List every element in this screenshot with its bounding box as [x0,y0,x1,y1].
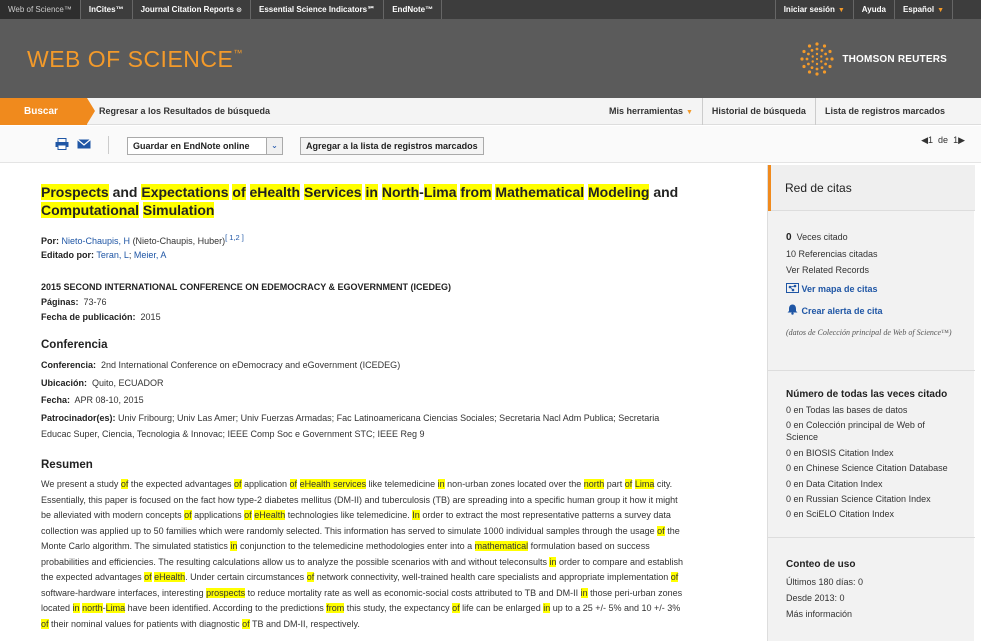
abstract-text-segment: have been identified. According to the predictions [125,603,327,613]
pubdate-value: 2015 [140,312,161,322]
login-menu[interactable] [775,0,854,19]
abstract-highlight: of [184,510,192,520]
times-cited-db-item: 0 en Russian Science Citation Index [786,494,931,504]
abstract-line [41,524,721,540]
record-main [41,183,731,219]
citation-map-link[interactable] [786,283,878,294]
abstract-text-segment: part [604,479,625,489]
title-highlight: from [460,184,492,200]
abstract-text-segment: - [102,603,106,613]
abstract-text-segment: order to extract the most representative patterns a survey data [419,510,671,520]
email-icon[interactable] [77,138,91,150]
abstract-highlight: in [580,587,588,598]
abstract-text-segment: technologies like telemedicine. [285,510,413,520]
all-times-cited-heading: Número de todas las veces citado [786,389,948,400]
usage-count-heading: Conteo de uso [786,559,856,570]
editor-link[interactable]: Meier, A [133,250,167,260]
title-highlight: Simulation [142,202,215,218]
wos-logo-text: WEB OF SCIENCE [27,46,234,72]
authors-row [41,233,244,246]
abstract-line [41,477,721,493]
abstract-text-segment: city. [654,479,673,489]
citation-network-title: Red de citas [785,181,852,195]
wos-logo-tm: ™ [233,48,243,58]
abstract-text-segment: their nominal values for patients with diagnostic [48,618,243,629]
author-link[interactable]: Nieto-Chaupis, H [61,236,131,246]
language-label: Español [902,5,935,14]
usage-180-days: Últimos 180 días: 0 [786,577,864,587]
abstract-highlight: in [543,603,551,613]
source-title: 2015 SECOND INTERNATIONAL CONFERENCE ON EDEMOCRACY & EGOVERNMENT (ICEDEG) [41,282,452,292]
title-highlight: Lima [423,184,457,200]
thomson-reuters-logo[interactable] [799,41,947,77]
author-full-name: (Nieto-Chaupis, Huber) [132,236,226,246]
conference-label: Conferencia: [41,360,97,370]
wos-logo[interactable] [27,46,243,73]
abstract-highlight: of [452,603,460,613]
abstract-text-segment: like telemedicine [366,479,438,489]
topbar-endnote-link[interactable]: EndNote™ [384,0,442,19]
abstract-highlight: north [583,479,605,489]
cited-references-link[interactable]: 10 Referencias citadas [786,249,878,259]
abstract-highlight: of [242,618,250,629]
pages-row [41,297,107,307]
help-link[interactable]: Ayuda [854,0,895,19]
abstract-highlight: of [306,572,315,582]
times-cited-db-item: 0 en Chinese Science Citation Database [786,463,948,473]
title-highlight: Computational [41,202,139,218]
abstract-text-segment: formulation based on success [528,541,650,551]
abstract-highlight: of [41,618,49,629]
page-of: de [938,135,949,145]
conference-heading: Conferencia [41,339,108,351]
citation-network-header [768,165,975,211]
abstract-highlight: of [144,572,152,582]
times-cited [786,232,848,243]
abstract-highlight: of [657,525,665,536]
abstract-text-segment: network connectivity, well-trained health care specialists and appropriate implementation [314,572,671,582]
page-total: 1 [953,135,959,145]
location-value: Quito, ECUADOR [92,378,164,388]
times-cited-db-item: 0 en Colección principal de Web of [786,420,925,430]
data-source-note: (datos de Colección principal de Web of Science™) [786,328,952,337]
accent-bar [768,165,771,211]
print-icon[interactable] [55,138,69,150]
page-current: 1 [928,135,934,145]
search-button[interactable]: Buscar [0,98,87,125]
abstract-highlight: in [230,541,238,551]
abstract-highlight: of [233,479,242,489]
abstract-highlight: of [624,479,633,489]
abstract-highlight: of [670,572,679,582]
abstract-highlight: mathematical [474,541,529,551]
abstract-text-segment: software-hardware interfaces, interesting [41,587,207,598]
abstract-highlight: eHealth [254,510,286,520]
abstract-text-segment: . Under certain circumstances [185,572,307,582]
abstract-text-segment: Monte Carlo algorithm. The simulated statistics [41,541,231,551]
abstract-line [41,493,721,509]
title-text [246,184,250,200]
abstract-text-segment: to reduce mortality rate as well as economic-social costs attributed to TB and DM-II [245,587,581,598]
title-highlight: Prospects [41,184,109,200]
title-text: and [108,184,142,200]
abstract-highlight: eHealth [154,572,186,582]
abstract-highlight: north [82,603,103,613]
sponsor-row-cont: Educac Super, Ciencia, Tecnologia & Innovac; IEEE Comp Soc e Government STC; IEEE Reg 9 [41,429,425,439]
abstract-line [41,570,721,586]
times-cited-db-item: Science [786,432,819,442]
abstract-text-segment: We present a study [41,479,121,489]
marked-list-link[interactable]: Lista de registros marcados [815,98,954,125]
abstract-line [41,617,721,633]
sponsor-value: Univ Fribourg; Univ Las Amer; Univ Fuerzas Armadas; Fac Latinoamericana Ciencias Sociales; Secretaria Nacl Adm Publica; Secretaria [118,413,660,423]
pager [921,135,965,146]
times-cited-db-item: 0 en Todas las bases de datos [786,405,908,415]
language-menu[interactable] [895,0,953,19]
abstract-highlight: of [120,479,129,489]
next-page-icon[interactable]: ▶ [958,135,965,145]
title-highlight: Expectations [141,184,229,200]
brand-bar [0,19,981,98]
abstract-text-segment: the expected advantages [41,572,145,582]
abstract-highlight: eHealth services [299,479,367,489]
record-title [41,183,711,219]
author-affiliation-refs[interactable]: [ 1,2 ] [225,233,244,242]
my-tools-menu[interactable] [600,98,702,125]
times-cited-count: 0 [786,232,792,243]
abstract-text [41,477,721,632]
topbar-jcr-link[interactable] [133,0,251,19]
abstract-line [41,601,721,617]
abstract-highlight: of [244,510,252,520]
title-highlight: Services [303,184,362,200]
abstract-highlight: In [412,510,420,520]
my-tools-label: Mis herramientas [608,106,683,116]
endnote-select[interactable] [127,137,283,155]
abstract-text-segment: probabilities and efficiencies. The resulting calculations allow us to analyze the possible scenarios with and without teleconsults [41,556,550,567]
search-history-link[interactable]: Historial de búsqueda [702,98,815,125]
usage-since-2013: Desde 2013: 0 [786,593,845,603]
location-row [41,378,164,388]
abstract-text-segment: non-urban zones located over the [444,479,584,489]
pages-value: 73-76 [83,297,107,307]
abstract-text-segment: conjunction to the telemedicine methodologies enter into a [237,541,475,551]
caret-down-icon: ▼ [837,7,845,14]
abstract-text-segment: order to compare and establish [556,556,684,567]
editors-label: Editado por: [41,250,94,260]
pages-label: Páginas: [41,297,79,307]
times-cited-db-item: 0 en SciELO Citation Index [786,509,895,519]
title-text: and [649,184,679,200]
sponsor-row [41,413,659,423]
citation-map-icon [786,283,799,293]
back-to-results-link[interactable]: Regresar a los Resultados de búsqueda [99,106,271,116]
abstract-text-segment: life can be enlarged [459,603,544,613]
thomson-reuters-name: THOMSON REUTERS [842,53,947,65]
title-highlight: Mathematical [495,184,585,200]
abstract-highlight: from [326,603,345,613]
bell-icon [786,304,799,315]
title-highlight: North [381,184,420,200]
pubdate-row [41,312,161,322]
abstract-highlight: in [437,479,445,489]
editors-row: Editado por: Teran, L; Meier, A [41,250,167,260]
top-bar [0,0,981,19]
thomson-reuters-dots-icon [799,41,835,77]
caret-down-icon: ▼ [685,109,693,116]
abstract-highlight: Lima [105,603,126,613]
add-to-marked-list-button[interactable]: Agregar a la lista de registros marcados [300,137,484,155]
title-highlight: in [365,184,378,200]
times-cited-db-item: 0 en BIOSIS Citation Index [786,448,894,458]
conf-date-row [41,395,144,405]
endnote-select-value: Guardar en EndNote online [133,141,250,151]
title-text: - [419,184,424,200]
abstract-text-segment: TB and DM-II, respectively. [249,618,360,629]
topbar-jcr-label: Journal Citation Reports [140,5,234,14]
topbar-wos-link[interactable]: Web of Science™ [0,0,81,19]
abstract-text-segment: the expected advantages [128,479,234,489]
topbar-esi-link[interactable]: Essential Science Indicators℠ [251,0,384,19]
conf-date-label: Fecha: [41,395,71,405]
citation-map-label: Ver mapa de citas [801,284,878,294]
sidebar-divider [768,537,975,538]
title-highlight: Modeling [588,184,650,200]
abstract-text-segment: Essentially, this paper is focused on the fact how type-2 diabetes mellitus (DM-II) and tuberculosis (TB) are spreading into a specific human group it how it might [41,494,678,505]
abstract-text-segment: applications [191,510,245,520]
conf-date-value: APR 08-10, 2015 [74,395,144,405]
abstract-text-segment: those peri-urban zones [587,587,683,598]
abstract-line [41,586,721,602]
title-highlight: eHealth [249,184,301,200]
create-alert-link[interactable] [786,304,883,316]
editor-link[interactable]: Teran, L [96,250,129,260]
more-info-link[interactable]: Más información [786,609,853,619]
sidebar-divider [768,370,975,371]
abstract-line [41,508,721,524]
prev-page-icon[interactable]: ◀ [921,135,928,145]
toolbar-divider [108,136,109,154]
abstract-text-segment: this study, the expectancy [344,603,453,613]
location-label: Ubicación: [41,378,88,388]
caret-down-icon: ▼ [937,7,944,14]
conference-value: 2nd International Conference on eDemocracy and eGovernment (ICEDEG) [101,360,401,370]
times-cited-db-item: 0 en Data Citation Index [786,479,883,489]
abstract-highlight: prospects [206,587,246,598]
abstract-highlight: in [72,603,80,613]
abstract-heading: Resumen [41,459,93,471]
abstract-text-segment: up to a 25 +/- 5% and 10 +/- 3% [550,603,681,613]
citation-sidebar [767,165,974,641]
pubdate-label: Fecha de publicación: [41,312,136,322]
external-link-icon: ⊙ [236,7,243,14]
title-highlight: of [232,184,246,200]
related-records-link[interactable]: Ver Related Records [786,265,870,275]
abstract-text-segment: application [241,479,290,489]
authors-label: Por: [41,236,59,246]
conference-row [41,360,400,370]
topbar-incites-link[interactable]: InCites™ [81,0,133,19]
abstract-highlight: in [549,556,557,567]
abstract-highlight: Lima [634,479,655,489]
nav-bar [0,98,981,125]
abstract-text-segment: be alleviated with modern concepts [41,510,185,520]
chevron-down-icon: ⌄ [266,138,282,154]
abstract-text-segment: the [664,525,680,536]
abstract-text-segment: collection was applied up to 50 families which were randomly selected. This information has served to simulate 1000 individual samples through the usage [41,525,658,536]
abstract-highlight: of [289,479,298,489]
create-alert-label: Crear alerta de cita [801,306,883,316]
sponsor-label: Patrocinador(es): [41,413,116,423]
abstract-text-segment: located [41,603,73,613]
abstract-line [41,539,721,555]
times-cited-label: Veces citado [796,232,848,242]
login-label: Iniciar sesión [783,5,835,14]
abstract-line [41,555,721,571]
